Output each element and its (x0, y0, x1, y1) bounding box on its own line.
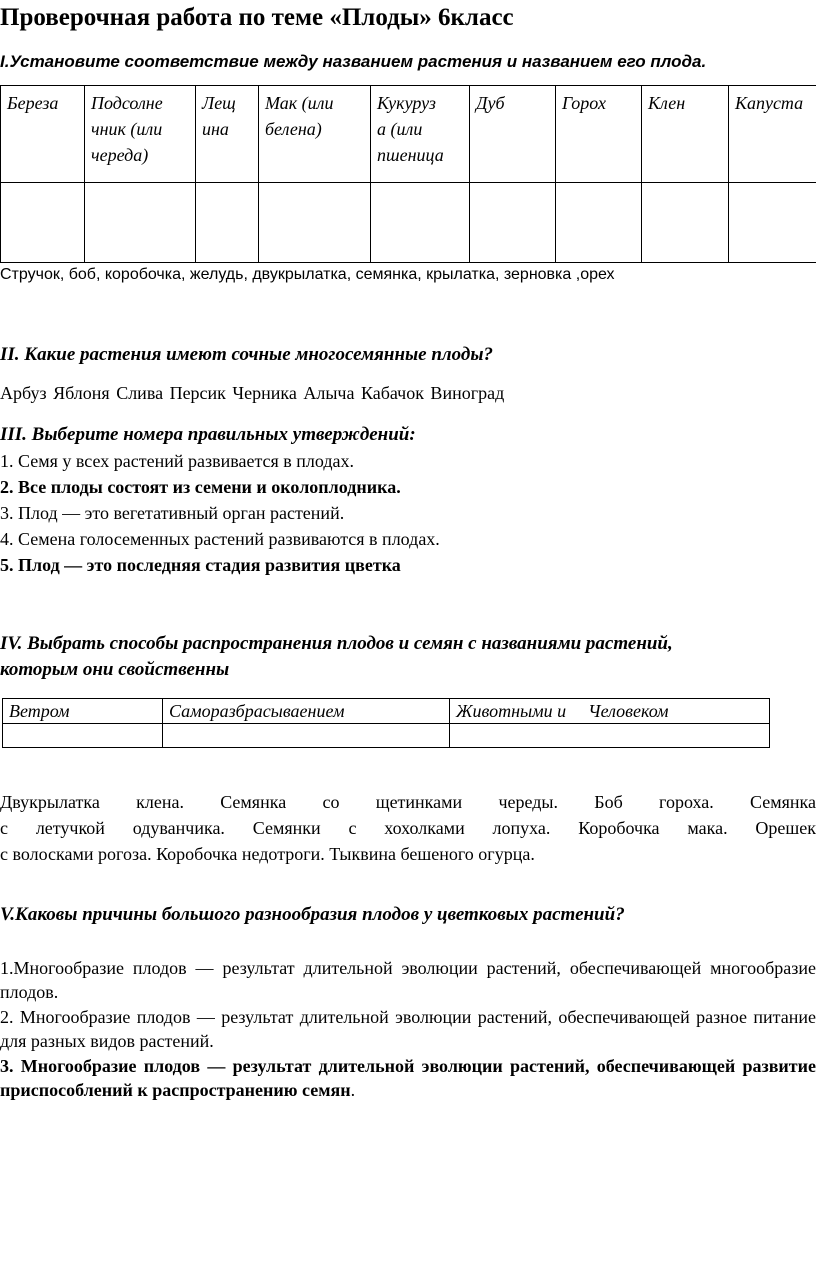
juicy-plants-list: Арбуз Яблоня Слива Персик Черника Алыча Кабачок Виноград (0, 383, 505, 403)
section3-heading: III. Выберите номера правильных утверждений: (0, 424, 416, 445)
section2-heading: II. Какие растения имеют сочные многосемянные плоды? (0, 344, 494, 365)
section4-heading: IV. Выбрать способы распространения плодов и семян с названиями растений, (0, 633, 673, 654)
answer-cell[interactable] (450, 724, 770, 748)
column-header-animals-humans: Животными и Человеком (450, 699, 770, 724)
dispersal-table (2, 698, 770, 748)
answer-option-2: 2. Многообразие плодов — результат длительной эволюции растений, обеспечивающей разное питание для разных видов растений. (0, 1007, 816, 1051)
plants-fruits-table (0, 85, 816, 263)
answer-cell[interactable] (163, 724, 450, 748)
column-header-self: Саморазбрасываением (163, 699, 450, 724)
plant-cell: Лещ ина (196, 86, 259, 183)
dispersal-answer-row (3, 724, 770, 748)
dispersal-examples-line1: Двукрылатка клена. Семянка со щетинками череды. Боб гороха. Семянка (0, 792, 816, 812)
section4-heading-cont: которым они свойственны (0, 659, 230, 680)
answer-option-3: 3. Многообразие плодов — результат длительной эволюции растений, обеспечивающей развитие приспособлений к распространению семян. (0, 1056, 816, 1100)
section1-heading: I.Установите соответствие между названием растения и названием его плода. (0, 52, 707, 71)
plant-cell: Дуб (470, 86, 556, 183)
answer-cell[interactable] (470, 183, 556, 263)
answer-cell[interactable] (1, 183, 85, 263)
dispersal-header-row (3, 699, 770, 724)
answer-cell[interactable] (371, 183, 470, 263)
dispersal-examples-line3: с волосками рогоза. Коробочка недотроги. Тыквина бешеного огурца. (0, 844, 535, 864)
answer-cell[interactable] (85, 183, 196, 263)
plant-cell: Береза (1, 86, 85, 183)
column-header-wind: Ветром (3, 699, 163, 724)
fruit-list: Стручок, боб, коробочка, желудь, двукрылатка, семянка, крылатка, зерновка ,орех (0, 266, 615, 283)
statement-item: 3. Плод — это вегетативный орган растений. (0, 503, 345, 523)
answer-option-1: 1.Многообразие плодов — результат длительной эволюции растений, обеспечивающей многообразие плодов. (0, 958, 816, 1002)
answer-cell[interactable] (729, 183, 816, 263)
answer-cell[interactable] (196, 183, 259, 263)
plant-cell: Мак (или белена) (259, 86, 371, 183)
statement-item: 2. Все плоды состоят из семени и околоплодника. (0, 477, 401, 497)
statement-item: 4. Семена голосеменных растений развиваются в плодах. (0, 529, 440, 549)
section5-heading: V.Каковы причины большого разнообразия плодов у цветковых растений? (0, 904, 625, 925)
statement-item: 1. Семя у всех растений развивается в плодах. (0, 451, 355, 471)
answer-cell[interactable] (556, 183, 642, 263)
dispersal-examples-line2: с летучкой одуванчика. Семянки с хохолками лопуха. Коробочка мака. Орешек (0, 818, 816, 838)
answer-row (1, 183, 816, 263)
plant-cell: Капуста (729, 86, 816, 183)
plant-cell: Кукуруз а (или пшеница (371, 86, 470, 183)
statement-item: 5. Плод — это последняя стадия развития цветка (0, 555, 401, 575)
answer-cell[interactable] (3, 724, 163, 748)
plant-cell: Подсолне чник (или череда) (85, 86, 196, 183)
answer-cell[interactable] (642, 183, 729, 263)
plant-cell: Клен (642, 86, 729, 183)
answer-cell[interactable] (259, 183, 371, 263)
plants-row (1, 86, 816, 183)
plant-cell: Горох (556, 86, 642, 183)
page-title: Проверочная работа по теме «Плоды» 6класс (0, 4, 514, 31)
